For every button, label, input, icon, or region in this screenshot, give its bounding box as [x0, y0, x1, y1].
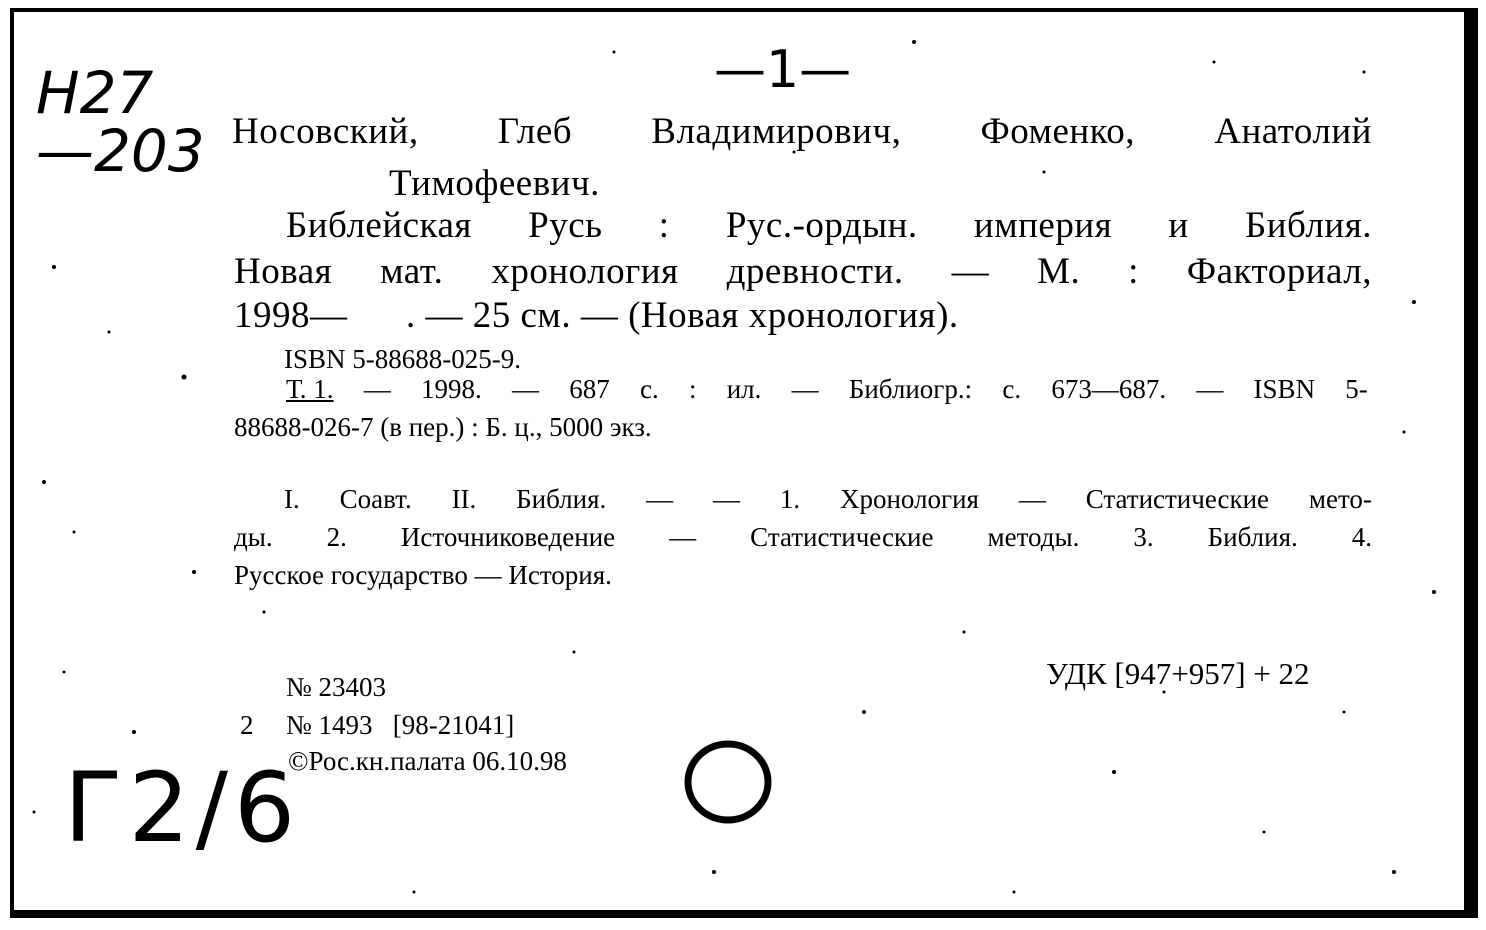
subject-word: —: [669, 522, 697, 552]
volume-word: 687: [569, 374, 610, 404]
subject-word: Библия.: [1207, 522, 1298, 552]
page-number: —1—: [714, 40, 852, 100]
title-word: Рус.-ордын.: [725, 205, 918, 246]
record-line-2-prefix: 2: [240, 710, 254, 740]
title-line-2: [234, 250, 1372, 293]
subjects-line-1: [284, 484, 1372, 515]
subjects-line-3: Русское государство — История.: [234, 560, 612, 590]
subject-word: II.: [451, 484, 477, 514]
udc-index: УДК [947+957] + 22: [1046, 656, 1310, 691]
title-word: мат.: [380, 251, 444, 292]
author-word: Анатолий: [1214, 111, 1372, 152]
call-number-top: Н27—203: [36, 59, 205, 185]
volume-word: ил.: [726, 374, 762, 404]
authors-line-1: [232, 110, 1372, 153]
subject-word: Статистические: [750, 522, 934, 552]
title-word: Новая: [234, 251, 333, 292]
subject-word: 3.: [1133, 522, 1154, 552]
volume-word: —: [791, 374, 819, 404]
author-word: Носовский,: [232, 111, 419, 152]
subject-word: Соавт.: [339, 484, 412, 514]
volume-word: 5-: [1345, 374, 1368, 404]
title-word: хронология: [491, 251, 679, 292]
volume-word: 673—687.: [1051, 374, 1167, 404]
volume-word: ISBN: [1253, 374, 1316, 404]
subject-word: методы.: [987, 522, 1080, 552]
volume-line-1: [286, 374, 1368, 405]
subjects-line-2: [234, 522, 1372, 553]
volume-word: Библиогр.:: [848, 374, 973, 404]
title-word: М.: [1037, 251, 1081, 292]
subject-word: мето-: [1308, 484, 1372, 514]
author-word: Глеб: [497, 111, 573, 152]
subject-word: ды.: [234, 522, 273, 552]
subject-word: Статистические: [1085, 484, 1270, 514]
subject-word: —: [1018, 484, 1046, 514]
author-word: Владимирович,: [651, 111, 902, 152]
title-line-1: [286, 204, 1372, 247]
title-word: древности.: [726, 251, 904, 292]
subject-word: I.: [284, 484, 300, 514]
subject-word: Хронология: [839, 484, 979, 514]
subject-word: 2.: [326, 522, 347, 552]
title-word: :: [658, 205, 670, 246]
title-word: Русь: [528, 205, 603, 246]
title-word: Факториал,: [1186, 251, 1372, 292]
subject-word: Источниковедение: [400, 522, 616, 552]
call-number-bottom: Г2/6: [64, 752, 302, 864]
title-word: Библейская: [286, 205, 472, 246]
subject-word: —: [646, 484, 674, 514]
subject-word: 1.: [779, 484, 801, 514]
volume-word: 1998.: [421, 374, 482, 404]
copyright-line: ©Рос.кн.палата 06.10.98: [288, 746, 567, 776]
title-word: империя: [973, 205, 1113, 246]
subject-word: Библия.: [516, 484, 607, 514]
title-word: :: [1128, 251, 1139, 292]
subject-word: 4.: [1351, 522, 1372, 552]
volume-word: с.: [1002, 374, 1022, 404]
subject-word: —: [713, 484, 740, 514]
title-word: Библия.: [1244, 205, 1372, 246]
title-line-3: 1998— . — 25 см. — (Новая хронология).: [234, 295, 959, 336]
volume-line-2: 88688-026-7 (в пер.) : Б. ц., 5000 экз.: [234, 412, 652, 442]
title-word: и: [1168, 205, 1189, 246]
isbn: ISBN 5-88688-025-9.: [284, 344, 521, 374]
stamp-circle: [680, 734, 776, 830]
catalog-card: [10, 8, 1478, 918]
record-line-2: № 1493 [98-21041]: [286, 710, 515, 740]
authors-line-2: Тимофеевич.: [389, 163, 600, 204]
volume-word: Т. 1.: [286, 374, 334, 404]
title-word: —: [951, 251, 990, 292]
volume-word: :: [688, 374, 697, 404]
record-number: № 23403: [286, 672, 387, 702]
volume-word: —: [512, 374, 539, 404]
volume-word: —: [1196, 374, 1224, 404]
volume-word: —: [363, 374, 391, 404]
author-word: Фоменко,: [980, 111, 1136, 152]
volume-word: с.: [639, 374, 659, 404]
